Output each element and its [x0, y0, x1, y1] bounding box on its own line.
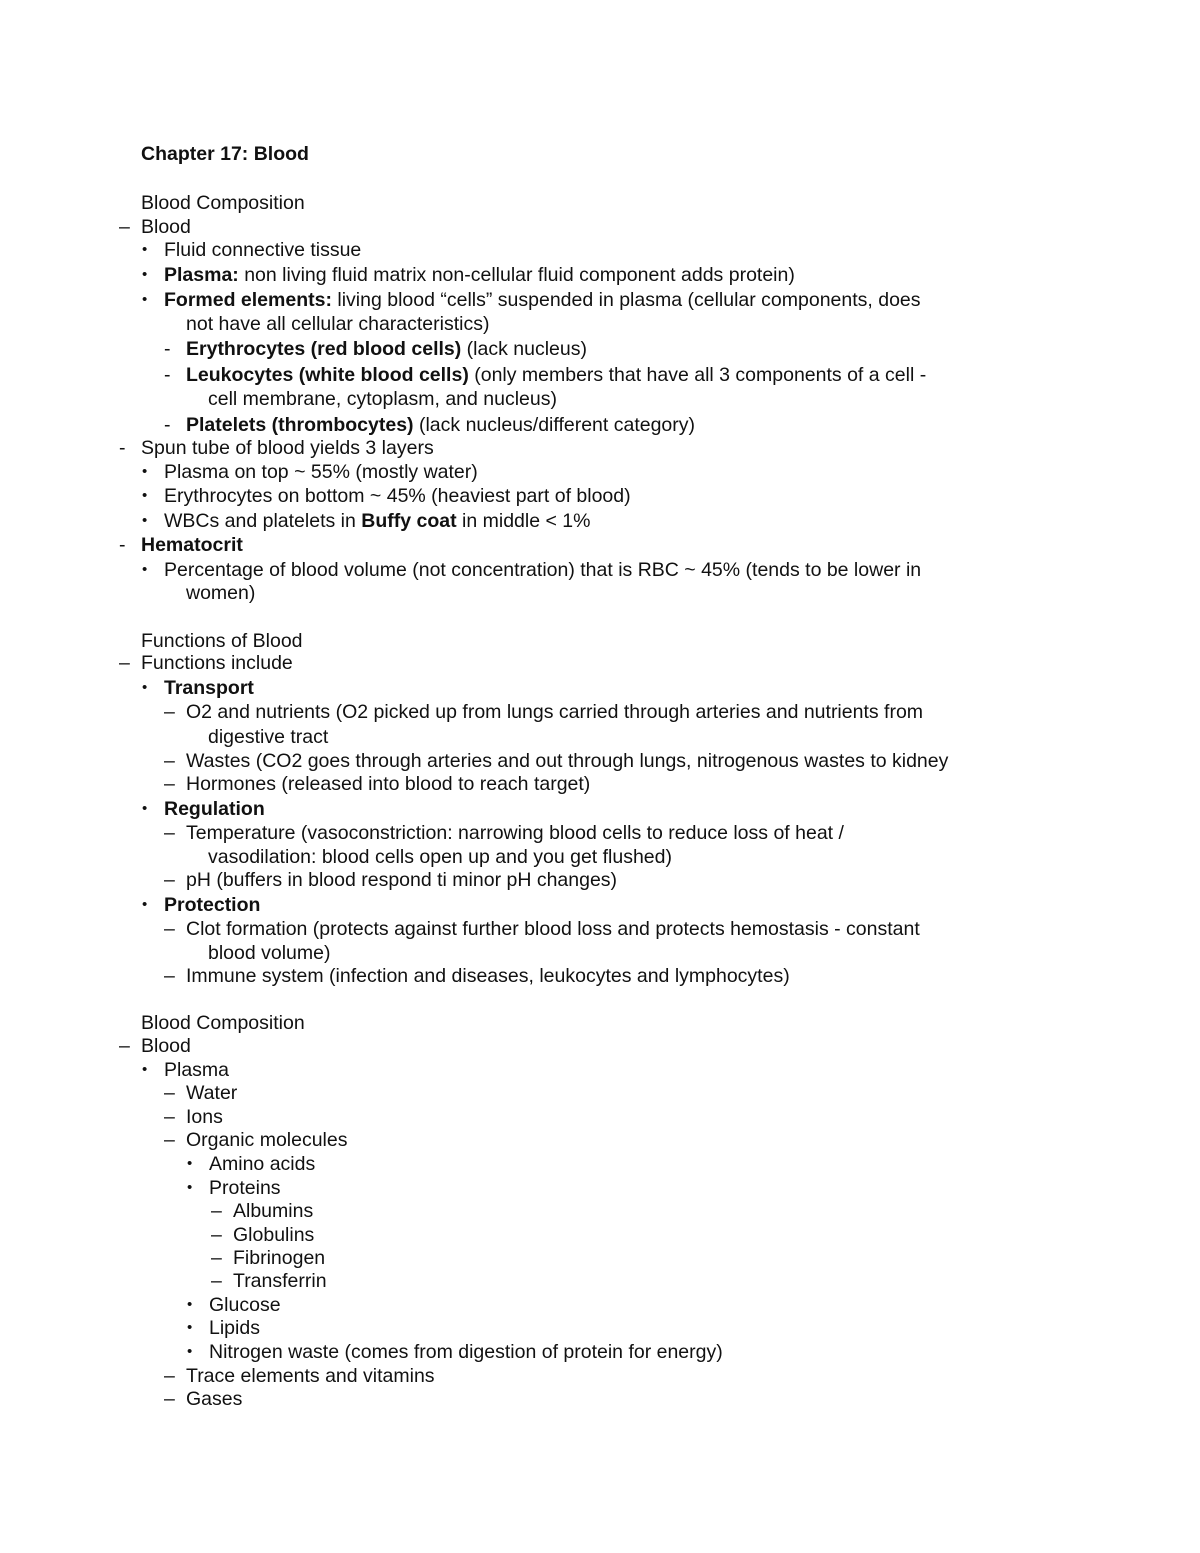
dash-icon: –	[211, 1200, 222, 1222]
bullet-icon: •	[187, 1319, 193, 1336]
list-item-continuation	[186, 581, 255, 605]
text-span: cell membrane, cytoplasm, and nucleus)	[208, 388, 557, 410]
text-span: women)	[186, 582, 256, 604]
text-span: pH (buffers in blood respond ti minor pH changes)	[186, 869, 618, 891]
dash-icon: –	[119, 1035, 130, 1057]
section-heading: Functions of Blood	[141, 630, 303, 652]
text-span: Wastes (CO2 goes through arteries and out through lungs, nitrogenous wastes to kidney	[186, 750, 949, 772]
text-span: (lack nucleus/different category)	[413, 414, 696, 436]
list-item	[187, 1176, 281, 1200]
list-item	[142, 238, 361, 262]
text-span: Nitrogen waste (comes from digestion of protein for energy)	[209, 1341, 723, 1363]
list-item-continuation	[208, 387, 557, 411]
text-span: Albumins	[233, 1200, 314, 1222]
bullet-icon: •	[142, 266, 148, 283]
list-item	[164, 964, 790, 988]
list-item	[119, 215, 191, 239]
text-span: Gases	[186, 1388, 243, 1410]
list-item	[142, 558, 921, 582]
dash-icon: –	[164, 1106, 175, 1128]
list-item	[164, 917, 920, 941]
text-span: Functions include	[141, 652, 293, 674]
text-span: in middle < 1%	[456, 510, 591, 532]
bold-term: Platelets (thrombocytes)	[186, 414, 414, 436]
dash-icon: -	[164, 338, 171, 360]
list-item	[164, 1387, 242, 1411]
list-item	[187, 1293, 281, 1317]
section-heading: Blood Composition	[141, 192, 305, 214]
list-item	[187, 1316, 260, 1340]
dash-icon: –	[164, 1129, 175, 1151]
text-span: Proteins	[209, 1177, 281, 1199]
list-item	[164, 772, 590, 796]
text-span: Spun tube of blood yields 3 layers	[141, 437, 434, 459]
text-span: (lack nucleus)	[461, 338, 587, 360]
text-span: Amino acids	[209, 1153, 316, 1175]
text-span: Temperature (vasoconstriction: narrowing blood cells to reduce loss of heat /	[186, 822, 844, 844]
bullet-icon: •	[142, 487, 148, 504]
list-item	[211, 1269, 327, 1293]
section-heading: Blood Composition	[141, 1012, 305, 1034]
text-span: Water	[186, 1082, 238, 1104]
dash-icon: -	[164, 364, 171, 386]
page-title: Chapter 17: Blood	[141, 143, 309, 165]
list-item	[164, 337, 587, 361]
list-item-continuation	[208, 941, 330, 965]
text-span: Hormones (released into blood to reach target)	[186, 773, 591, 795]
list-item	[142, 676, 254, 700]
bullet-icon: •	[142, 561, 148, 578]
text-span: non living fluid matrix non-cellular fluid component adds protein)	[238, 264, 795, 286]
bold-term: Regulation	[164, 798, 265, 820]
list-item	[211, 1246, 325, 1270]
list-item	[164, 1081, 237, 1105]
dash-icon: –	[164, 701, 175, 723]
list-item	[164, 1128, 347, 1152]
list-item	[142, 1058, 229, 1082]
text-span: Organic molecules	[186, 1129, 348, 1151]
bullet-icon: •	[142, 679, 148, 696]
bold-term: Protection	[164, 894, 261, 916]
list-item	[142, 263, 795, 287]
bullet-icon: •	[187, 1155, 193, 1172]
bold-term: Buffy coat	[361, 510, 457, 532]
list-item	[164, 413, 695, 437]
dash-icon: -	[119, 437, 126, 459]
dash-icon: –	[211, 1247, 222, 1269]
list-item	[142, 484, 631, 508]
text-span: Fibrinogen	[233, 1247, 326, 1269]
text-span: Glucose	[209, 1294, 281, 1316]
list-item	[164, 700, 923, 724]
dash-icon: –	[164, 1082, 175, 1104]
bullet-icon: •	[187, 1343, 193, 1360]
text-span: (only members that have all 3 components of a cell -	[468, 364, 927, 386]
text-span: blood volume)	[208, 942, 331, 964]
list-item	[164, 868, 617, 892]
text-span: Globulins	[233, 1224, 315, 1246]
list-item	[142, 288, 921, 312]
text-span: Trace elements and vitamins	[186, 1365, 435, 1387]
dash-icon: –	[119, 216, 130, 238]
text-span: Percentage of blood volume (not concentration) that is RBC ~ 45% (tends to be lower in	[164, 559, 922, 581]
bullet-icon: •	[142, 800, 148, 817]
text-span: vasodilation: blood cells open up and you get flushed)	[208, 846, 672, 868]
bullet-icon: •	[187, 1179, 193, 1196]
text-span: Blood	[141, 1035, 191, 1057]
list-item	[119, 1034, 191, 1058]
text-span: Blood	[141, 216, 191, 238]
dash-icon: -	[119, 534, 126, 556]
text-span: Plasma on top ~ 55% (mostly water)	[164, 461, 478, 483]
bold-term: Formed elements:	[164, 289, 332, 311]
dash-icon: –	[164, 965, 175, 987]
list-item	[164, 1105, 223, 1129]
text-span: Erythrocytes on bottom ~ 45% (heaviest part of blood)	[164, 485, 631, 507]
list-item	[119, 651, 293, 675]
list-item	[142, 509, 590, 533]
dash-icon: –	[164, 1388, 175, 1410]
list-item	[119, 533, 243, 557]
list-item	[187, 1340, 723, 1364]
text-span: living blood “cells” suspended in plasma (cellular components, does	[331, 289, 921, 311]
list-item	[142, 797, 265, 821]
text-span: digestive tract	[208, 726, 329, 748]
bold-term: Hematocrit	[141, 534, 243, 556]
list-item	[142, 460, 478, 484]
list-item	[164, 363, 926, 387]
text-span: O2 and nutrients (O2 picked up from lungs carried through arteries and nutrients from	[186, 701, 924, 723]
bold-term: Leukocytes (white blood cells)	[186, 364, 469, 386]
text-span: Transferrin	[233, 1270, 327, 1292]
bold-term: Transport	[164, 677, 254, 699]
bullet-icon: •	[142, 512, 148, 529]
list-item-continuation	[186, 312, 489, 336]
dash-icon: –	[119, 652, 130, 674]
list-item	[119, 436, 434, 460]
text-span: WBCs and platelets in	[164, 510, 362, 532]
dash-icon: –	[164, 918, 175, 940]
text-span: Immune system (infection and diseases, leukocytes and lymphocytes)	[186, 965, 790, 987]
dash-icon: –	[211, 1270, 222, 1292]
list-item	[164, 1364, 435, 1388]
dash-icon: –	[164, 822, 175, 844]
dash-icon: -	[164, 414, 171, 436]
bullet-icon: •	[142, 1061, 148, 1078]
list-item-continuation	[208, 845, 672, 869]
list-item	[164, 749, 948, 773]
bold-term: Erythrocytes (red blood cells)	[186, 338, 462, 360]
list-item	[211, 1199, 313, 1223]
dash-icon: –	[164, 750, 175, 772]
list-item	[211, 1223, 314, 1247]
bullet-icon: •	[142, 291, 148, 308]
text-span: Clot formation (protects against further blood loss and protects hemostasis - constant	[186, 918, 920, 940]
text-span: not have all cellular characteristics)	[186, 313, 490, 335]
bullet-icon: •	[187, 1296, 193, 1313]
text-span: Ions	[186, 1106, 223, 1128]
text-span: Fluid connective tissue	[164, 239, 362, 261]
dash-icon: –	[164, 1365, 175, 1387]
dash-icon: –	[211, 1224, 222, 1246]
bold-term: Plasma:	[164, 264, 239, 286]
text-span: Lipids	[209, 1317, 260, 1339]
list-item	[164, 821, 844, 845]
bullet-icon: •	[142, 463, 148, 480]
dash-icon: –	[164, 773, 175, 795]
list-item	[142, 893, 260, 917]
list-item-continuation	[208, 725, 328, 749]
list-item	[187, 1152, 315, 1176]
dash-icon: –	[164, 869, 175, 891]
bullet-icon: •	[142, 241, 148, 258]
bullet-icon: •	[142, 896, 148, 913]
text-span: Plasma	[164, 1059, 230, 1081]
